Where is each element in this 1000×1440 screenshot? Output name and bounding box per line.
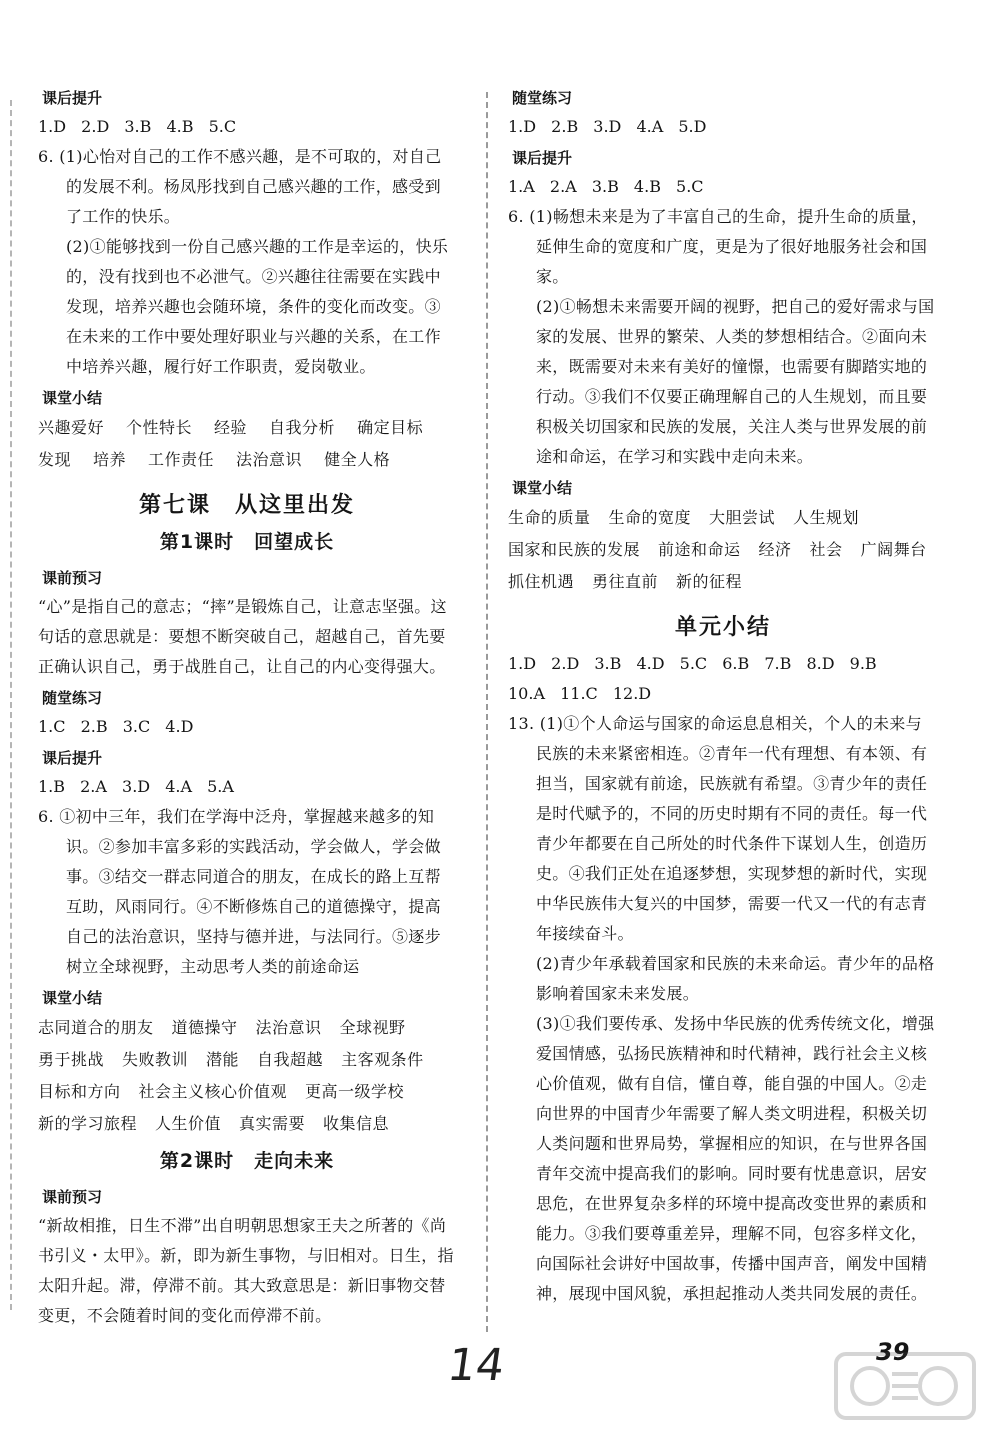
keyword: 全球视野 bbox=[339, 1018, 406, 1037]
page-number: 39 bbox=[876, 1338, 910, 1366]
keyword: 志同道合的朋友 bbox=[38, 1018, 154, 1037]
keyword: 大胆尝试 bbox=[709, 508, 776, 527]
question-6-part-1: 6. (1)心怡对自己的工作不感兴趣，是不可取的，对自己的发展不利。杨凤彤找到自己感兴趣的工作，感受到了工作的快乐。 bbox=[38, 147, 442, 226]
section-heading: 课堂小结 bbox=[512, 479, 573, 497]
handwritten-number: 14 bbox=[444, 1340, 508, 1391]
section-heading: 课前预习 bbox=[42, 569, 103, 587]
keyword: 社会主义核心价值观 bbox=[138, 1082, 288, 1101]
keyword: 确定目标 bbox=[357, 418, 424, 437]
watermark-logo-icon bbox=[830, 1346, 980, 1426]
question-13-part-3: (3)①我们要传承、发扬中华民族的优秀传统文化，增强爱国情感，弘扬民族精神和时代精神，践行社会主义核心价值观，做有自信，懂自尊，能自强的中国人。②走向世界的中国青少年需要了解人类文明进程，积极关切人类问题和世界局势，掌握相应的知识，在与世界各国青年交流中提高我们的影响。同时要有忧患意识，居安思危，在世界复杂多样的环境中提高改变世界的素质和能力。③我们要尊重差异，理解不同，包容多样文化，向国际社会讲好中国故事，传播中国声音，阐发中国精神，展现中国风貌，承担起推动人类共同发展的责任。 bbox=[536, 1014, 935, 1303]
keyword: 道德操守 bbox=[171, 1018, 238, 1037]
keyword: 发现 bbox=[38, 450, 72, 469]
keyword: 生命的质量 bbox=[508, 508, 591, 527]
keyword: 生命的宽度 bbox=[608, 508, 692, 527]
answer-key: 10.A 11.C 12.D bbox=[508, 684, 652, 703]
answer-key: 1.C 2.B 3.C 4.D bbox=[38, 717, 194, 736]
period-title: 第2课时 走向未来 bbox=[159, 1150, 335, 1172]
section-heading: 随堂练习 bbox=[42, 689, 103, 707]
keyword: 前途和命运 bbox=[658, 540, 741, 559]
keyword: 法治意识 bbox=[255, 1018, 322, 1037]
left-edge-dashed-rule bbox=[10, 100, 12, 1310]
keyword: 工作责任 bbox=[148, 450, 215, 469]
keyword: 勇于挑战 bbox=[38, 1050, 105, 1069]
unit-summary-title: 单元小结 bbox=[674, 615, 771, 640]
keyword: 更高一级学校 bbox=[305, 1082, 405, 1101]
right-column bbox=[508, 82, 938, 1309]
keyword-list bbox=[38, 412, 456, 476]
question-13-part-1: 13. (1)①个人命运与国家的命运息息相关，个人的未来与民族的未来紧密相连。②青年一代有理想、有本领、有担当，国家就有前途，民族就有希望。③青少年的责任是时代赋予的，不同的历史时期有不同的责任。每一代青少年都要在自己所处的时代条件下谋划人生，创造历史。④我们正处在追逐梦想，实现梦想的新时代，实现中华民族伟大复兴的中国梦，需要一代又一代的有志青年接续奋斗。 bbox=[508, 714, 928, 943]
keyword: 潜能 bbox=[206, 1050, 240, 1069]
question-6-part-2: (2)①畅想未来需要开阔的视野，把自己的爱好需求与国家的发展、世界的繁荣、人类的梦想相结合。②面向未来，既需要对未来有美好的憧憬，也需要有脚踏实地的行动。③我们不仅要正确理解自己的人生规划，而且要积极关切国家和民族的发展，关注人类与世界发展的前途和命运，在学习和实践中走向未来。 bbox=[536, 297, 935, 466]
preview-text: “新故相推，日生不滞”出自明朝思想家王夫之所著的《尚书引义・太甲》。新，即为新生事物，与旧相对。日生，指太阳升起。滞，停滞不前。其大致意思是：新旧事物交替变更，不会随着时间的变化而停滞不前。 bbox=[38, 1216, 454, 1325]
keyword: 自我分析 bbox=[269, 418, 336, 437]
keyword: 培养 bbox=[93, 450, 127, 469]
left-column bbox=[38, 82, 456, 1331]
keyword: 法治意识 bbox=[236, 450, 303, 469]
keyword: 经济 bbox=[758, 540, 792, 559]
question-13-part-2: (2)青少年承载着国家和民族的未来命运。青少年的品格影响着国家未来发展。 bbox=[536, 954, 935, 1003]
period-title: 第1课时 回望成长 bbox=[159, 531, 335, 553]
keyword: 社会 bbox=[809, 540, 843, 559]
keyword: 兴趣爱好 bbox=[38, 418, 105, 437]
keyword: 失败教训 bbox=[122, 1050, 189, 1069]
answer-key: 1.B 2.A 3.D 4.A 5.A bbox=[38, 777, 234, 796]
keyword: 抓住机遇 bbox=[508, 572, 575, 591]
question-6-part-1: 6. (1)畅想未来是为了丰富自己的生命，提升生命的质量，延伸生命的宽度和广度，更是为了很好地服务社会和国家。 bbox=[508, 207, 928, 286]
keyword: 个性特长 bbox=[126, 418, 193, 437]
answer-key: 1.D 2.B 3.D 4.A 5.D bbox=[508, 117, 707, 136]
section-heading: 课后提升 bbox=[42, 749, 103, 767]
lesson-title: 第七课 从这里出发 bbox=[138, 493, 355, 518]
keyword: 人生规划 bbox=[793, 508, 860, 527]
keyword: 广阔舞台 bbox=[860, 540, 927, 559]
section-heading: 随堂练习 bbox=[512, 89, 573, 107]
keyword: 勇往直前 bbox=[592, 572, 659, 591]
keyword: 健全人格 bbox=[324, 450, 391, 469]
keyword: 人生价值 bbox=[155, 1114, 222, 1133]
section-heading: 课堂小结 bbox=[42, 389, 103, 407]
answer-key: 1.A 2.A 3.B 4.B 5.C bbox=[508, 177, 704, 196]
keyword: 收集信息 bbox=[323, 1114, 390, 1133]
keyword: 目标和方向 bbox=[38, 1082, 121, 1101]
keyword-list bbox=[508, 502, 938, 598]
keyword: 新的征程 bbox=[676, 572, 743, 591]
section-heading: 课前预习 bbox=[42, 1188, 103, 1206]
keyword: 真实需要 bbox=[239, 1114, 306, 1133]
question-6-part-2: (2)①能够找到一份自己感兴趣的工作是幸运的，快乐的，没有找到也不必泄气。②兴趣往往需要在实践中发现，培养兴趣也会随环境，条件的变化而改变。③在未来的工作中要处理好职业与兴趣的关系，在工作中培养兴趣，履行好工作职责，爱岗敬业。 bbox=[66, 237, 449, 376]
section-heading: 课后提升 bbox=[42, 89, 103, 107]
column-divider bbox=[486, 92, 488, 1332]
preview-text: “心”是指自己的意志；“摔”是锻炼自己，让意志坚强。这句话的意思就是：要想不断突破自己，超越自己，首先要正确认识自己，勇于战胜自己，让自己的内心变得强大。 bbox=[38, 597, 447, 676]
keyword: 主客观条件 bbox=[341, 1050, 424, 1069]
section-heading: 课堂小结 bbox=[42, 989, 103, 1007]
keyword: 国家和民族的发展 bbox=[508, 540, 641, 559]
keyword: 自我超越 bbox=[257, 1050, 324, 1069]
question-6: 6. ①初中三年，我们在学海中泛舟，掌握越来越多的知识。②参加丰富多彩的实践活动，学会做人，学会做事。③结交一群志同道合的朋友，在成长的路上互帮互助，风雨同行。④不断修炼自己的道德操守，提高自己的法治意识，坚持与德并进，与法同行。⑤逐步树立全球视野，主动思考人类的前途命运 bbox=[38, 807, 441, 976]
keyword: 新的学习旅程 bbox=[38, 1114, 138, 1133]
keyword-list bbox=[38, 1012, 456, 1140]
answer-key: 1.D 2.D 3.B 4.D 5.C 6.B 7.B 8.D 9.B bbox=[508, 654, 877, 673]
section-heading: 课后提升 bbox=[512, 149, 573, 167]
answer-key: 1.D 2.D 3.B 4.B 5.C bbox=[38, 117, 237, 136]
keyword: 经验 bbox=[214, 418, 248, 437]
